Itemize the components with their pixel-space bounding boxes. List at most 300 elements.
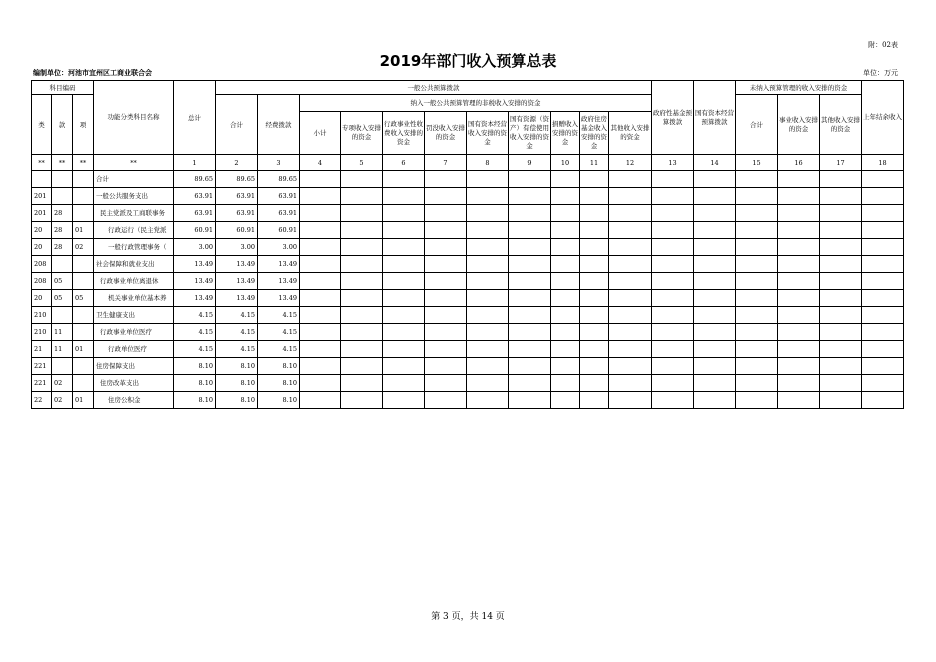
header-func-name: 功能分类科目名称 [94, 81, 174, 155]
cell-jingfei: 4.15 [258, 307, 300, 324]
cell-kuan [52, 307, 73, 324]
cell-empty [509, 392, 551, 409]
cell-empty [609, 375, 652, 392]
cell-empty [778, 307, 820, 324]
cell-empty [820, 307, 862, 324]
cell-empty [509, 239, 551, 256]
cell-func-name: 合计 [94, 171, 174, 188]
cell-empty [609, 205, 652, 222]
cell-empty [425, 307, 467, 324]
column-number-cell: ** [32, 155, 52, 171]
cell-empty [551, 171, 580, 188]
column-number-cell: 1 [174, 155, 216, 171]
cell-empty [467, 307, 509, 324]
cell-jingfei: 13.49 [258, 290, 300, 307]
header-heji: 合计 [216, 95, 258, 155]
cell-heji: 4.15 [216, 324, 258, 341]
cell-heji: 60.91 [216, 222, 258, 239]
cell-empty [300, 222, 341, 239]
cell-jingfei: 13.49 [258, 273, 300, 290]
cell-empty [300, 392, 341, 409]
cell-empty [580, 239, 609, 256]
cell-empty [778, 222, 820, 239]
header-total: 总计 [174, 81, 216, 155]
page-footer: 第 3 页，共 14 页 [431, 612, 505, 622]
cell-total: 3.00 [174, 239, 216, 256]
cell-empty [862, 239, 904, 256]
header-xiang: 项 [73, 95, 94, 155]
cell-func-name: 一般行政管理事务（ [94, 239, 174, 256]
cell-empty [425, 205, 467, 222]
cell-xiang [73, 205, 94, 222]
cell-empty [383, 375, 425, 392]
cell-xiang: 01 [73, 341, 94, 358]
cell-total: 13.49 [174, 273, 216, 290]
cell-xiang: 02 [73, 239, 94, 256]
cell-empty [341, 324, 383, 341]
cell-heji: 63.91 [216, 205, 258, 222]
cell-empty [862, 188, 904, 205]
cell-heji: 89.65 [216, 171, 258, 188]
cell-empty [509, 256, 551, 273]
table-row [32, 188, 904, 205]
cell-empty [341, 171, 383, 188]
cell-empty [300, 171, 341, 188]
header-state-capital: 国有资本经营预算拨款 [694, 81, 736, 155]
cell-empty [341, 222, 383, 239]
column-number-cell: ** [73, 155, 94, 171]
cell-empty [694, 341, 736, 358]
header-unbudgeted: 未纳入预算管理的收入安排的资金 [736, 81, 862, 95]
cell-jingfei: 8.10 [258, 392, 300, 409]
cell-kuan [52, 188, 73, 205]
cell-empty [652, 239, 694, 256]
cell-empty [383, 239, 425, 256]
column-number-cell: 2 [216, 155, 258, 171]
cell-empty [341, 290, 383, 307]
cell-kuan: 11 [52, 341, 73, 358]
cell-empty [820, 341, 862, 358]
cell-empty [652, 222, 694, 239]
cell-empty [694, 273, 736, 290]
cell-heji: 13.49 [216, 273, 258, 290]
cell-empty [300, 239, 341, 256]
cell-kuan: 28 [52, 222, 73, 239]
cell-empty [341, 375, 383, 392]
header-jingfei: 经费拨款 [258, 95, 300, 155]
column-number-cell: 14 [694, 155, 736, 171]
cell-empty [551, 205, 580, 222]
cell-empty [551, 392, 580, 409]
cell-empty [341, 256, 383, 273]
table-row [32, 256, 904, 273]
cell-empty [652, 290, 694, 307]
cell-total: 13.49 [174, 290, 216, 307]
header-business-income: 事业收入安排的资金 [778, 95, 820, 155]
cell-empty [551, 239, 580, 256]
cell-func-name: 机关事业单位基本养 [94, 290, 174, 307]
cell-kuan: 05 [52, 290, 73, 307]
cell-empty [862, 205, 904, 222]
column-number-cell: 9 [509, 155, 551, 171]
cell-empty [778, 171, 820, 188]
column-number-cell: 6 [383, 155, 425, 171]
cell-empty [467, 188, 509, 205]
cell-empty [694, 188, 736, 205]
cell-empty [300, 188, 341, 205]
cell-empty [652, 341, 694, 358]
header-subject-code: 科目编码 [32, 81, 94, 95]
cell-empty [383, 171, 425, 188]
header-prior-balance: 上年结余收入 [862, 81, 904, 155]
cell-empty [300, 256, 341, 273]
cell-empty [820, 188, 862, 205]
cell-empty [580, 273, 609, 290]
header-other-income: 其他收入安排的资金 [609, 112, 652, 155]
cell-empty [509, 375, 551, 392]
cell-empty [736, 222, 778, 239]
header-donation: 捐赠收入安排的资金 [551, 112, 580, 155]
cell-empty [778, 375, 820, 392]
column-number-cell: 15 [736, 155, 778, 171]
cell-empty [862, 324, 904, 341]
cell-lei: 201 [32, 188, 52, 205]
cell-empty [580, 290, 609, 307]
cell-empty [551, 375, 580, 392]
column-number-cell: 17 [820, 155, 862, 171]
column-number-cell: 16 [778, 155, 820, 171]
cell-func-name: 行政运行（民主党派 [94, 222, 174, 239]
cell-empty [467, 256, 509, 273]
cell-empty [580, 358, 609, 375]
cell-func-name: 社会保障和就业支出 [94, 256, 174, 273]
cell-kuan [52, 256, 73, 273]
column-number-cell: 8 [467, 155, 509, 171]
table-row [32, 358, 904, 375]
cell-heji: 13.49 [216, 290, 258, 307]
cell-empty [383, 392, 425, 409]
cell-lei: 208 [32, 256, 52, 273]
table-row [32, 205, 904, 222]
cell-xiang [73, 375, 94, 392]
cell-empty [609, 358, 652, 375]
cell-empty [609, 341, 652, 358]
cell-empty [467, 205, 509, 222]
cell-empty [425, 171, 467, 188]
cell-lei: 210 [32, 307, 52, 324]
cell-empty [694, 222, 736, 239]
cell-empty [820, 392, 862, 409]
cell-empty [383, 205, 425, 222]
cell-empty [580, 222, 609, 239]
cell-empty [862, 392, 904, 409]
cell-empty [551, 358, 580, 375]
cell-empty [820, 256, 862, 273]
column-number-cell: 3 [258, 155, 300, 171]
column-number-cell: ** [94, 155, 174, 171]
cell-total: 8.10 [174, 358, 216, 375]
cell-heji: 13.49 [216, 256, 258, 273]
cell-empty [551, 222, 580, 239]
cell-empty [736, 273, 778, 290]
cell-empty [551, 188, 580, 205]
column-number-cell: ** [52, 155, 73, 171]
cell-empty [820, 222, 862, 239]
cell-empty [341, 358, 383, 375]
cell-empty [425, 188, 467, 205]
cell-func-name: 行政事业单位医疗 [94, 324, 174, 341]
cell-empty [736, 256, 778, 273]
header-state-operating: 国有资本经营收入安排的资金 [467, 112, 509, 155]
cell-empty [467, 290, 509, 307]
cell-empty [694, 239, 736, 256]
cell-empty [551, 273, 580, 290]
cell-empty [383, 341, 425, 358]
cell-empty [652, 273, 694, 290]
cell-empty [778, 256, 820, 273]
cell-func-name: 行政单位医疗 [94, 341, 174, 358]
cell-empty [694, 324, 736, 341]
cell-total: 4.15 [174, 307, 216, 324]
table-row [32, 392, 904, 409]
cell-empty [652, 392, 694, 409]
cell-empty [509, 358, 551, 375]
cell-empty [609, 392, 652, 409]
cell-empty [609, 273, 652, 290]
cell-xiang: 01 [73, 392, 94, 409]
cell-empty [300, 273, 341, 290]
cell-empty [300, 358, 341, 375]
cell-empty [609, 307, 652, 324]
cell-empty [652, 205, 694, 222]
cell-kuan: 02 [52, 392, 73, 409]
cell-empty [467, 324, 509, 341]
cell-empty [509, 324, 551, 341]
cell-empty [694, 205, 736, 222]
column-number-cell: 12 [609, 155, 652, 171]
cell-total: 13.49 [174, 256, 216, 273]
table-row [32, 341, 904, 358]
cell-total: 89.65 [174, 171, 216, 188]
cell-lei: 210 [32, 324, 52, 341]
cell-empty [778, 392, 820, 409]
cell-func-name: 住房保障支出 [94, 358, 174, 375]
cell-empty [467, 239, 509, 256]
cell-kuan: 05 [52, 273, 73, 290]
cell-empty [341, 239, 383, 256]
cell-empty [652, 188, 694, 205]
cell-total: 4.15 [174, 341, 216, 358]
cell-jingfei: 60.91 [258, 222, 300, 239]
cell-jingfei: 89.65 [258, 171, 300, 188]
cell-empty [509, 290, 551, 307]
cell-empty [341, 188, 383, 205]
cell-empty [580, 375, 609, 392]
cell-empty [551, 256, 580, 273]
column-number-cell: 10 [551, 155, 580, 171]
cell-empty [820, 324, 862, 341]
cell-empty [509, 341, 551, 358]
cell-empty [467, 375, 509, 392]
cell-empty [820, 358, 862, 375]
cell-empty [425, 222, 467, 239]
cell-empty [736, 239, 778, 256]
cell-empty [425, 273, 467, 290]
column-number-cell: 4 [300, 155, 341, 171]
cell-empty [425, 324, 467, 341]
page-title: 2019年部门收入预算总表 [379, 52, 557, 70]
cell-empty [383, 324, 425, 341]
cell-empty [467, 222, 509, 239]
cell-heji: 4.15 [216, 341, 258, 358]
cell-empty [862, 341, 904, 358]
form-number: 附：02表 [868, 41, 898, 49]
cell-xiang [73, 273, 94, 290]
cell-empty [383, 256, 425, 273]
cell-kuan: 28 [52, 239, 73, 256]
cell-empty [341, 341, 383, 358]
cell-empty [652, 375, 694, 392]
cell-total: 8.10 [174, 375, 216, 392]
header-lei: 类 [32, 95, 52, 155]
cell-xiang [73, 171, 94, 188]
cell-empty [383, 307, 425, 324]
table-body [32, 171, 904, 409]
cell-empty [820, 273, 862, 290]
cell-func-name: 住房改革支出 [94, 375, 174, 392]
cell-empty [425, 341, 467, 358]
cell-empty [736, 205, 778, 222]
cell-jingfei: 63.91 [258, 205, 300, 222]
cell-empty [425, 392, 467, 409]
cell-empty [300, 341, 341, 358]
cell-empty [778, 239, 820, 256]
cell-empty [778, 273, 820, 290]
header-other-income2: 其他收入安排的资金 [820, 95, 862, 155]
cell-empty [862, 375, 904, 392]
cell-empty [609, 239, 652, 256]
cell-xiang: 05 [73, 290, 94, 307]
cell-empty [425, 290, 467, 307]
cell-xiang [73, 188, 94, 205]
cell-empty [580, 188, 609, 205]
cell-empty [551, 290, 580, 307]
cell-lei: 20 [32, 290, 52, 307]
cell-kuan: 11 [52, 324, 73, 341]
cell-empty [580, 307, 609, 324]
cell-empty [300, 290, 341, 307]
cell-kuan [52, 171, 73, 188]
column-number-cell: 11 [580, 155, 609, 171]
cell-empty [580, 341, 609, 358]
cell-jingfei: 4.15 [258, 324, 300, 341]
cell-lei: 208 [32, 273, 52, 290]
cell-jingfei: 8.10 [258, 375, 300, 392]
cell-xiang [73, 307, 94, 324]
cell-empty [551, 307, 580, 324]
cell-empty [467, 171, 509, 188]
cell-empty [736, 392, 778, 409]
cell-empty [736, 171, 778, 188]
cell-empty [580, 171, 609, 188]
cell-func-name: 民主党派及工商联事务 [94, 205, 174, 222]
cell-empty [862, 171, 904, 188]
cell-empty [820, 375, 862, 392]
cell-empty [778, 358, 820, 375]
header-kuan: 款 [52, 95, 73, 155]
cell-heji: 4.15 [216, 307, 258, 324]
table-row [32, 324, 904, 341]
currency-unit: 单位：万元 [863, 69, 898, 77]
header-fines: 罚没收入安排的资金 [425, 112, 467, 155]
cell-empty [609, 324, 652, 341]
column-number-cell: 5 [341, 155, 383, 171]
cell-empty [509, 205, 551, 222]
header-nonrevenue: 纳入一般公共预算管理的非税收入安排的资金 [300, 95, 652, 112]
cell-heji: 8.10 [216, 375, 258, 392]
cell-empty [694, 171, 736, 188]
cell-empty [778, 290, 820, 307]
compiling-unit: 编制单位：河池市宜州区工商业联合会 [33, 69, 152, 77]
cell-empty [820, 205, 862, 222]
cell-empty [341, 205, 383, 222]
header-admin-fee: 行政事业性收费收入安排的资金 [383, 112, 425, 155]
cell-empty [736, 324, 778, 341]
table-row [32, 290, 904, 307]
cell-empty [694, 392, 736, 409]
cell-empty [580, 392, 609, 409]
cell-empty [736, 358, 778, 375]
cell-empty [609, 290, 652, 307]
cell-empty [509, 171, 551, 188]
table-row [32, 239, 904, 256]
cell-heji: 8.10 [216, 392, 258, 409]
cell-empty [609, 256, 652, 273]
cell-empty [694, 256, 736, 273]
cell-empty [862, 290, 904, 307]
cell-jingfei: 13.49 [258, 256, 300, 273]
cell-empty [820, 239, 862, 256]
cell-empty [509, 273, 551, 290]
cell-empty [694, 290, 736, 307]
cell-jingfei: 3.00 [258, 239, 300, 256]
cell-empty [609, 171, 652, 188]
cell-lei: 20 [32, 222, 52, 239]
cell-empty [467, 273, 509, 290]
header-heji2: 合计 [736, 95, 778, 155]
cell-empty [341, 307, 383, 324]
cell-empty [862, 256, 904, 273]
cell-jingfei: 4.15 [258, 341, 300, 358]
table-row [32, 171, 904, 188]
cell-heji: 3.00 [216, 239, 258, 256]
cell-empty [425, 239, 467, 256]
cell-lei: 21 [32, 341, 52, 358]
cell-empty [580, 205, 609, 222]
cell-kuan: 02 [52, 375, 73, 392]
cell-empty [694, 375, 736, 392]
cell-empty [778, 341, 820, 358]
cell-empty [736, 188, 778, 205]
column-number-cell: 18 [862, 155, 904, 171]
cell-jingfei: 8.10 [258, 358, 300, 375]
cell-empty [383, 222, 425, 239]
cell-empty [383, 290, 425, 307]
cell-total: 8.10 [174, 392, 216, 409]
cell-lei: 20 [32, 239, 52, 256]
header-state-resources: 国有资源（资产）有偿使用收入安排的资金 [509, 112, 551, 155]
column-number-row [32, 155, 904, 171]
